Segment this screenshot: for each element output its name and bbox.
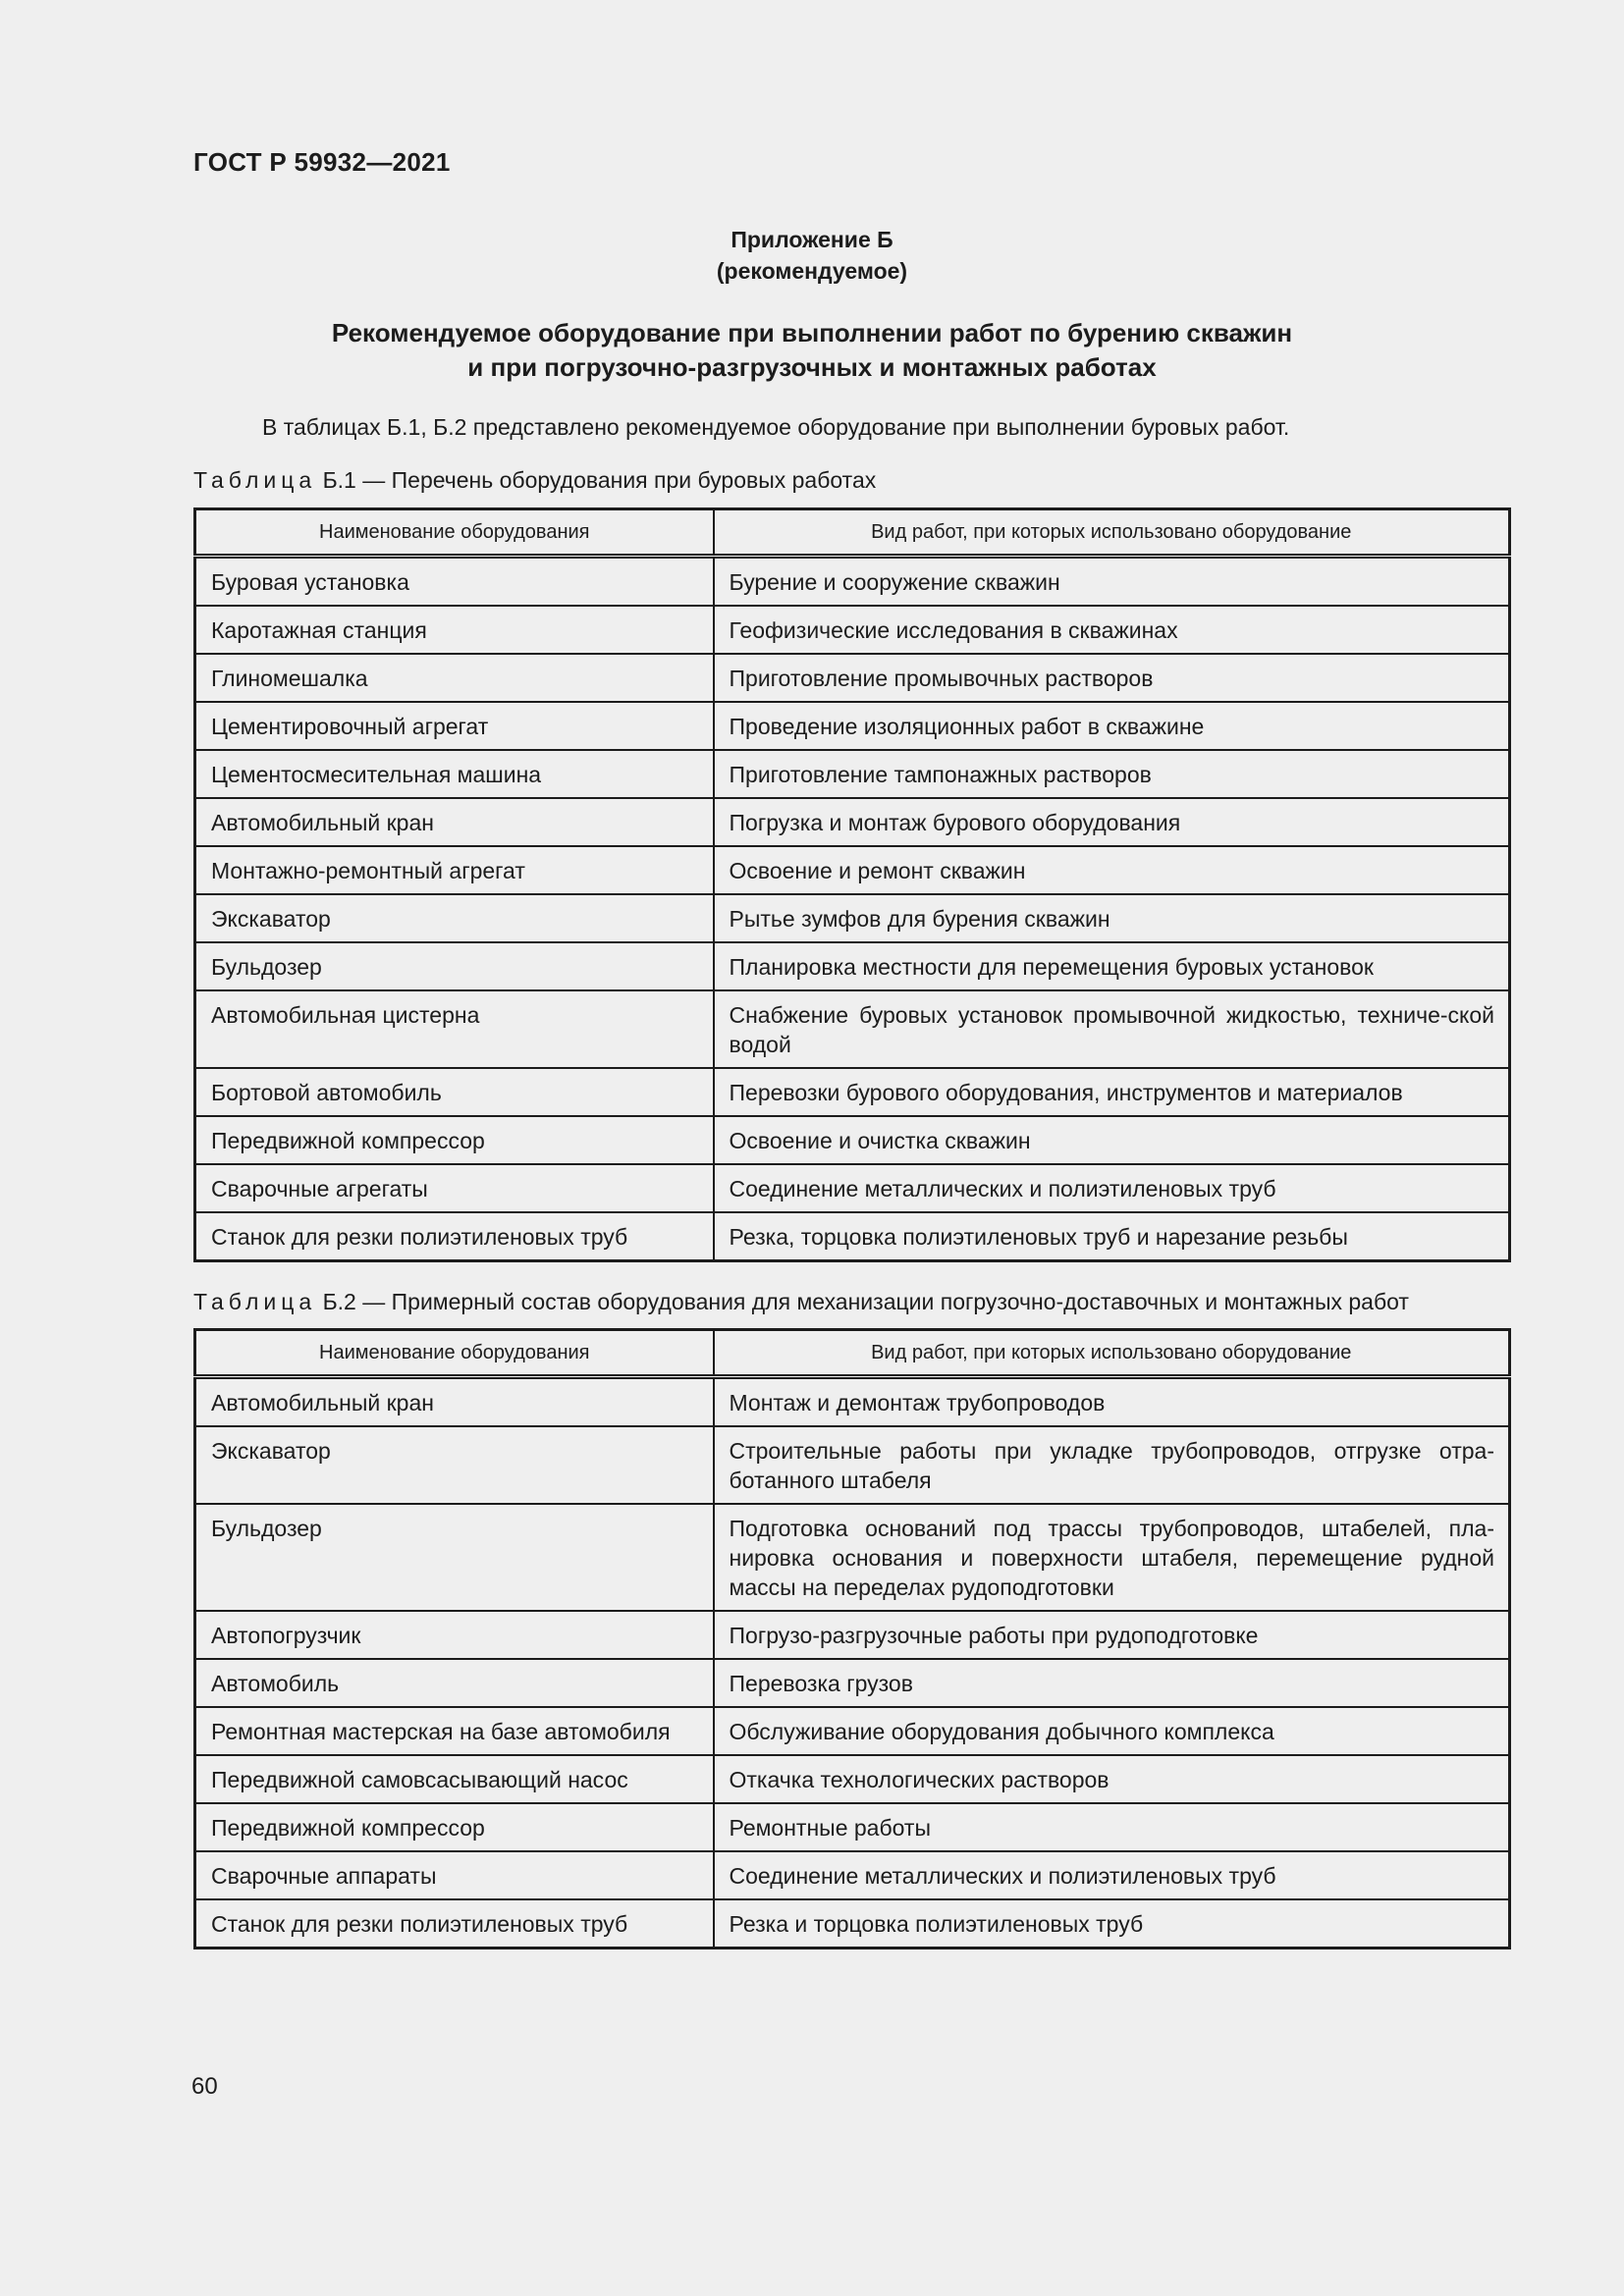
intro-paragraph: В таблицах Б.1, Б.2 представлено рекомендуемое оборудование при выполнении буровых работ. bbox=[262, 414, 1290, 440]
table-row bbox=[195, 894, 1510, 942]
work-type-cell: Планировка местности для перемещения буровых установок bbox=[714, 942, 1510, 990]
work-type-cell: Проведение изоляционных работ в скважине bbox=[714, 702, 1510, 750]
table-row bbox=[195, 1212, 1510, 1261]
table-2-body bbox=[195, 1377, 1510, 1949]
table-row bbox=[195, 1899, 1510, 1949]
equipment-name-cell: Цементосмесительная машина bbox=[195, 750, 714, 798]
document-code: ГОСТ Р 59932—2021 bbox=[193, 147, 451, 177]
equipment-name-cell: Автомобильная цистерна bbox=[195, 990, 714, 1068]
work-type-cell: Резка, торцовка полиэтиленовых труб и нарезание резьбы bbox=[714, 1212, 1510, 1261]
equipment-table-2 bbox=[193, 1328, 1511, 1949]
table-row bbox=[195, 1755, 1510, 1803]
column-header-equipment: Наименование оборудования bbox=[195, 509, 714, 557]
work-type-cell: Погрузка и монтаж бурового оборудования bbox=[714, 798, 1510, 846]
equipment-name-cell: Каротажная станция bbox=[195, 606, 714, 654]
page-number: 60 bbox=[191, 2073, 218, 2100]
table-row bbox=[195, 1611, 1510, 1659]
table-row bbox=[195, 557, 1510, 607]
table-header-row bbox=[195, 509, 1510, 557]
table-row bbox=[195, 1164, 1510, 1212]
column-header-work-type: Вид работ, при которых использовано оборудование bbox=[714, 509, 1510, 557]
table-row bbox=[195, 1659, 1510, 1707]
work-type-cell: Строительные работы при укладке трубопроводов, отгрузке отра-ботанного штабеля bbox=[714, 1426, 1510, 1504]
table-row bbox=[195, 1068, 1510, 1116]
equipment-name-cell: Станок для резки полиэтиленовых труб bbox=[195, 1212, 714, 1261]
equipment-name-cell: Передвижной самовсасывающий насос bbox=[195, 1755, 714, 1803]
table-2-caption-word: Таблица bbox=[193, 1289, 317, 1314]
work-type-cell: Снабжение буровых установок промывочной жидкостью, техниче-ской водой bbox=[714, 990, 1510, 1068]
table-row bbox=[195, 1377, 1510, 1427]
work-type-cell: Резка и торцовка полиэтиленовых труб bbox=[714, 1899, 1510, 1949]
table-2-caption bbox=[193, 1289, 1409, 1315]
title-line-2: и при погрузочно-разгрузочных и монтажных работах bbox=[467, 352, 1157, 382]
equipment-name-cell: Цементировочный агрегат bbox=[195, 702, 714, 750]
equipment-name-cell: Автопогрузчик bbox=[195, 1611, 714, 1659]
column-header-equipment: Наименование оборудования bbox=[195, 1330, 714, 1377]
equipment-name-cell: Автомобильный кран bbox=[195, 798, 714, 846]
table-row bbox=[195, 798, 1510, 846]
equipment-name-cell: Передвижной компрессор bbox=[195, 1116, 714, 1164]
equipment-name-cell: Глиномешалка bbox=[195, 654, 714, 702]
work-type-cell: Соединение металлических и полиэтиленовых труб bbox=[714, 1851, 1510, 1899]
equipment-name-cell: Экскаватор bbox=[195, 894, 714, 942]
work-type-cell: Бурение и сооружение скважин bbox=[729, 569, 1060, 595]
equipment-name-cell: Монтажно-ремонтный агрегат bbox=[195, 846, 714, 894]
work-type-cell: Подготовка оснований под трассы трубопроводов, штабелей, пла-нировка основания и поверхности штабеля, перемещение рудной массы на переделах рудоподготовки bbox=[714, 1504, 1510, 1611]
equipment-name-cell: Экскаватор bbox=[195, 1426, 714, 1504]
equipment-name-cell: Бульдозер bbox=[195, 942, 714, 990]
appendix-status: (рекомендуемое) bbox=[716, 258, 908, 284]
table-row bbox=[195, 1851, 1510, 1899]
equipment-name-cell: Сварочные аппараты bbox=[195, 1851, 714, 1899]
equipment-name-cell: Сварочные агрегаты bbox=[195, 1164, 714, 1212]
appendix-heading bbox=[0, 224, 1624, 287]
work-type-cell: Освоение и очистка скважин bbox=[714, 1116, 1510, 1164]
table-1-caption bbox=[193, 467, 876, 494]
appendix-label: Приложение Б bbox=[731, 227, 893, 252]
equipment-name-cell: Ремонтная мастерская на базе автомобиля bbox=[195, 1707, 714, 1755]
table-row bbox=[195, 750, 1510, 798]
table-row bbox=[195, 1116, 1510, 1164]
column-header-work-type: Вид работ, при которых использовано оборудование bbox=[714, 1330, 1510, 1377]
equipment-table-1 bbox=[193, 507, 1511, 1262]
work-type-cell: Погрузо-разгрузочные работы при рудоподготовке bbox=[714, 1611, 1510, 1659]
table-header-row bbox=[195, 1330, 1510, 1377]
equipment-name-cell: Автомобиль bbox=[195, 1659, 714, 1707]
table-row bbox=[195, 846, 1510, 894]
appendix-title bbox=[0, 316, 1624, 385]
equipment-name-cell: Бортовой автомобиль bbox=[195, 1068, 714, 1116]
table-row bbox=[195, 1426, 1510, 1504]
equipment-name-cell: Бульдозер bbox=[195, 1504, 714, 1611]
title-line-1: Рекомендуемое оборудование при выполнении работ по бурению скважин bbox=[331, 318, 1293, 347]
work-type-cell: Ремонтные работы bbox=[714, 1803, 1510, 1851]
work-type-cell: Рытье зумфов для бурения скважин bbox=[714, 894, 1510, 942]
work-type-cell: Соединение металлических и полиэтиленовых труб bbox=[714, 1164, 1510, 1212]
table-row bbox=[195, 702, 1510, 750]
table-row bbox=[195, 1504, 1510, 1611]
work-type-cell: Приготовление тампонажных растворов bbox=[714, 750, 1510, 798]
table-1-caption-text: Б.1 — Перечень оборудования при буровых работах bbox=[322, 467, 877, 493]
work-type-cell: Откачка технологических растворов bbox=[714, 1755, 1510, 1803]
equipment-name-cell: Станок для резки полиэтиленовых труб bbox=[195, 1899, 714, 1949]
work-type-cell: Перевозки бурового оборудования, инструментов и материалов bbox=[714, 1068, 1510, 1116]
work-type-cell: Освоение и ремонт скважин bbox=[714, 846, 1510, 894]
equipment-name-cell: Передвижной компрессор bbox=[195, 1803, 714, 1851]
work-type-cell: Обслуживание оборудования добычного комплекса bbox=[714, 1707, 1510, 1755]
equipment-name-cell: Буровая установка bbox=[195, 557, 714, 607]
table-2-caption-text: Б.2 — Примерный состав оборудования для механизации погрузочно-доставочных и монтажных работ bbox=[322, 1289, 1409, 1314]
table-1-body bbox=[195, 557, 1510, 1261]
table-row bbox=[195, 1707, 1510, 1755]
table-row bbox=[195, 1803, 1510, 1851]
table-row bbox=[195, 942, 1510, 990]
table-row bbox=[195, 654, 1510, 702]
table-1-caption-word: Таблица bbox=[193, 467, 317, 493]
table-row bbox=[195, 606, 1510, 654]
work-type-cell: Перевозка грузов bbox=[714, 1659, 1510, 1707]
work-type-cell: Приготовление промывочных растворов bbox=[714, 654, 1510, 702]
equipment-name-cell: Автомобильный кран bbox=[195, 1377, 714, 1427]
table-row bbox=[195, 990, 1510, 1068]
work-type-cell: Монтаж и демонтаж трубопроводов bbox=[729, 1390, 1106, 1415]
work-type-cell: Геофизические исследования в скважинах bbox=[714, 606, 1510, 654]
